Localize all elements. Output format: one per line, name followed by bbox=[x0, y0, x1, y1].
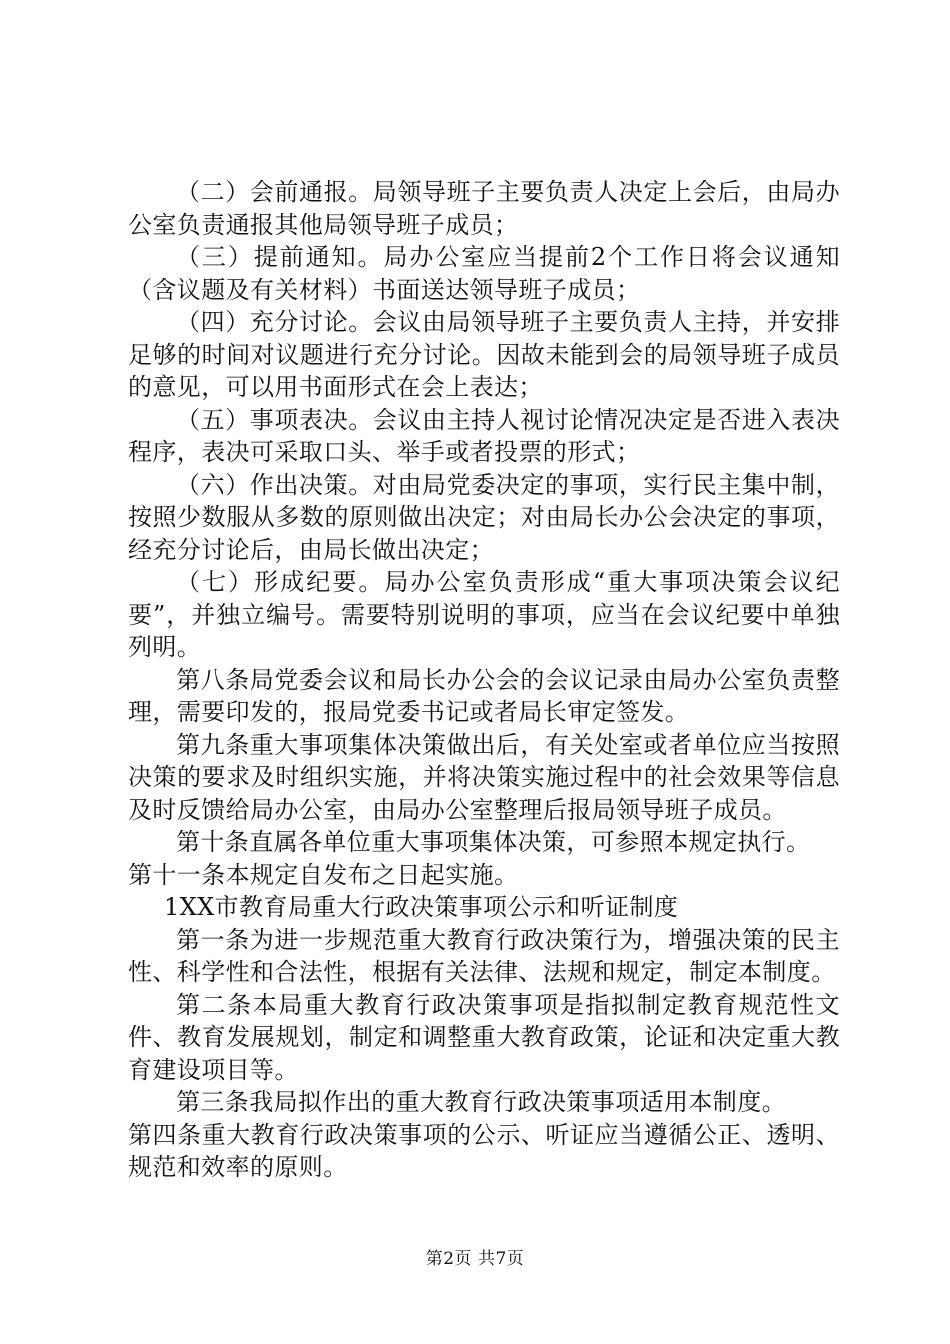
paragraph-advance-notice: （三）提前通知。局办公室应当提前2个工作日将会议通知（含议题及有关材料）书面送达领导班子成员； bbox=[128, 243, 840, 304]
paragraph-section-article-3: 第三条我局拟作出的重大教育行政决策事项适用本制度。 bbox=[176, 1088, 786, 1116]
paragraph-decision: （六）作出决策。对由局党委决定的事项，实行民主集中制，按照少数服从多数的原则做出决定；对由局长办公会决定的事项，经充分讨论后，由局长做出决定； bbox=[128, 470, 840, 564]
paragraph-voting: （五）事项表决。会议由主持人视讨论情况决定是否进入表决程序，表决可采取口头、举手或者投票的形式； bbox=[128, 405, 840, 466]
page-number-footer: 第2页 共7页 bbox=[425, 1249, 525, 1269]
paragraph-minutes: （七）形成纪要。局办公室负责形成“重大事项决策会议纪要”，并独立编号。需要特别说明的事项，应当在会议纪要中单独列明。 bbox=[128, 568, 840, 661]
paragraph-section-article-1: 第一条为进一步规范重大教育行政决策行为，增强决策的民主性、科学性和合法性，根据有关法律、法规和规定，制定本制度。 bbox=[128, 925, 840, 986]
paragraph-article-10: 第十条直属各单位重大事项集体决策，可参照本规定执行。 bbox=[176, 828, 811, 856]
paragraph-section-article-2: 第二条本局重大教育行政决策事项是指拟制定教育规范性文件、教育发展规划，制定和调整重大教育政策，论证和决定重大教育建设项目等。 bbox=[128, 990, 840, 1084]
paragraph-article-8: 第八条局党委会议和局长办公会的会议记录由局办公室负责整理，需要印发的，报局党委书记或者局长审定签发。 bbox=[128, 665, 840, 726]
document-body bbox=[128, 176, 840, 1184]
paragraph-article-9: 第九条重大事项集体决策做出后，有关处室或者单位应当按照决策的要求及时组织实施，并将决策实施过程中的社会效果等信息及时反馈给局办公室，由局办公室整理后报局领导班子成员。 bbox=[128, 730, 840, 824]
paragraph-section-article-4: 第四条重大教育行政决策事项的公示、听证应当遵循公正、透明、规范和效率的原则。 bbox=[128, 1120, 840, 1181]
paragraph-pre-meeting-notice: （二）会前通报。局领导班子主要负责人决定上会后，由局办公室负责通报其他局领导班子成员； bbox=[128, 178, 840, 239]
paragraph-full-discussion: （四）充分讨论。会议由局领导班子主要负责人主持，并安排足够的时间对议题进行充分讨论。因故未能到会的局领导班子成员的意见，可以用书面形式在会上表达； bbox=[128, 308, 840, 401]
paragraph-article-11: 第十一条本规定自发布之日起实施。 bbox=[128, 860, 519, 889]
section-title: 1XX市教育局重大行政决策事项公示和听证制度 bbox=[164, 893, 679, 921]
